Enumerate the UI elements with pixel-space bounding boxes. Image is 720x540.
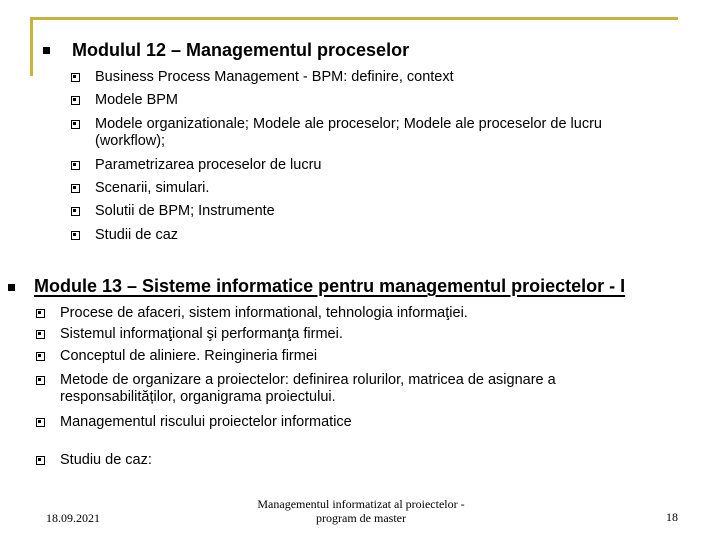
checkbox-bullet-icon: [36, 330, 45, 339]
decorative-frame-top: [30, 17, 678, 20]
section2-heading: [34, 275, 625, 297]
list-item: Business Process Management - BPM: definire, context: [95, 69, 454, 85]
checkbox-bullet-icon: [71, 120, 80, 129]
list-item: Metode de organizare a proiectelor: definirea rolurilor, matricea de asignare a responsabilităților, organigrama proiectului.: [60, 372, 556, 405]
checkbox-bullet-icon: [36, 376, 45, 385]
square-bullet-icon: [43, 47, 50, 54]
list-item: Procese de afaceri, sistem informational, tehnologia informaţiei.: [60, 305, 468, 321]
checkbox-bullet-icon: [71, 231, 80, 240]
footer-course: [246, 497, 476, 525]
checkbox-bullet-icon: [71, 184, 80, 193]
list-item: Managementul riscului proiectelor informatice: [60, 414, 352, 430]
footer-course-line1: Managementul informatizat al proiectelor -: [257, 497, 465, 511]
checkbox-bullet-icon: [36, 309, 45, 318]
list-item: Sistemul informaţional şi performanţa firmei.: [60, 326, 343, 342]
checkbox-bullet-icon: [36, 352, 45, 361]
section2-title: Module 13 – Sisteme informatice pentru managementul proiectelor - I: [34, 276, 626, 296]
section1-heading: [72, 39, 409, 61]
list-item: Studiu de caz:: [60, 452, 152, 468]
checkbox-bullet-icon: [71, 96, 80, 105]
square-bullet-icon: [8, 284, 15, 291]
list-item: Solutii de BPM; Instrumente: [95, 203, 275, 219]
checkbox-bullet-icon: [71, 161, 80, 170]
checkbox-bullet-icon: [71, 207, 80, 216]
footer-date: 18.09.2021: [46, 511, 100, 525]
list-item: Modele organizationale; Modele ale proceselor; Modele ale proceselor de lucru (workflow);: [95, 116, 602, 149]
list-item: Modele BPM: [95, 92, 179, 108]
section1-title: Modulul 12 – Managementul proceselor: [72, 40, 410, 60]
checkbox-bullet-icon: [71, 73, 80, 82]
footer-course-line2: program de master: [316, 511, 406, 525]
decorative-frame-left: [30, 17, 33, 76]
checkbox-bullet-icon: [36, 456, 45, 465]
list-item: Studii de caz: [95, 227, 179, 243]
page-number: 18: [666, 510, 678, 524]
list-item: Scenarii, simulari.: [95, 180, 210, 196]
list-item: Parametrizarea proceselor de lucru: [95, 157, 322, 173]
checkbox-bullet-icon: [36, 418, 45, 427]
list-item: Conceptul de aliniere. Reingineria firmei: [60, 348, 318, 364]
